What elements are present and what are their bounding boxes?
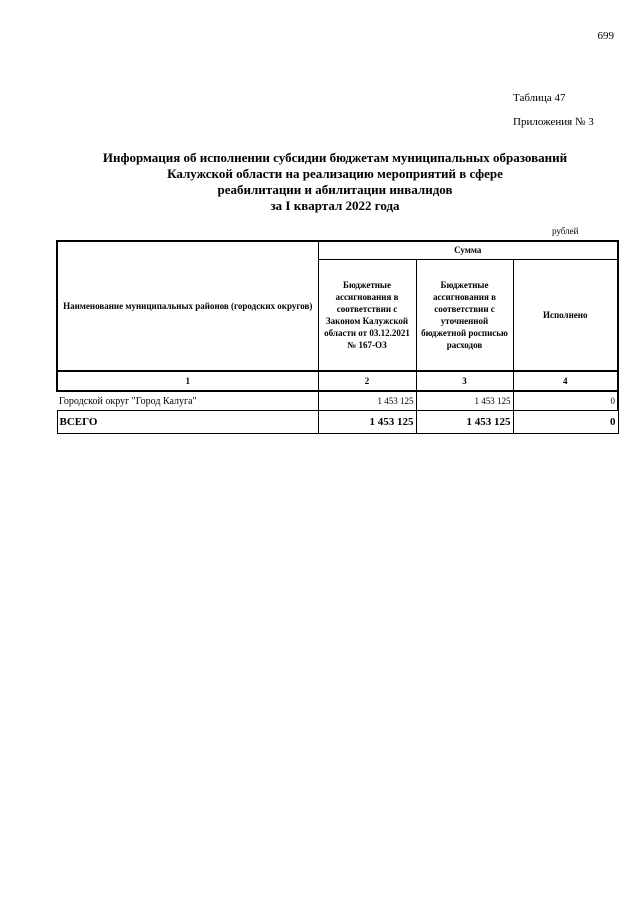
units-label: рублей — [552, 226, 579, 236]
refined-allocation-cell: 1 453 125 — [416, 391, 513, 411]
header-refined-allocations: Бюджетные ассигнования в соответствии с уточненной бюджетной росписью расходов — [416, 259, 513, 371]
header-executed: Исполнено — [513, 259, 618, 371]
header-sum: Сумма — [318, 241, 618, 259]
title-line-4: за I квартал 2022 года — [270, 198, 400, 213]
total-row — [57, 411, 618, 434]
column-number-3: 3 — [416, 371, 513, 391]
total-law-allocation-cell: 1 453 125 — [318, 411, 416, 434]
execution-table — [56, 240, 619, 434]
total-executed-cell: 0 — [513, 411, 618, 434]
law-allocation-cell: 1 453 125 — [318, 391, 416, 411]
table-reference: Таблица 47 — [513, 92, 566, 104]
column-number-2: 2 — [318, 371, 416, 391]
column-number-4: 4 — [513, 371, 618, 391]
header-law-allocations: Бюджетные ассигнования в соответствии с Законом Калужской области от 03.12.2021 № 167-ОЗ — [318, 259, 416, 371]
document-title — [40, 150, 630, 214]
table-row — [57, 391, 618, 411]
total-refined-allocation-cell: 1 453 125 — [416, 411, 513, 434]
appendix-reference: Приложения № 3 — [513, 116, 594, 128]
title-line-2: Калужской области на реализацию мероприятий в сфере — [167, 166, 503, 181]
executed-cell: 0 — [513, 391, 618, 411]
title-line-3: реабилитации и абилитации инвалидов — [217, 182, 453, 197]
page-number: 699 — [597, 30, 614, 42]
total-label-cell: ВСЕГО — [57, 411, 318, 434]
header-municipality-name: Наименование муниципальных районов (городских округов) — [57, 241, 318, 371]
column-number-1: 1 — [57, 371, 318, 391]
title-line-1: Информация об исполнении субсидии бюджетам муниципальных образований — [102, 150, 568, 165]
municipality-name-cell: Городской округ "Город Калуга" — [57, 391, 318, 411]
